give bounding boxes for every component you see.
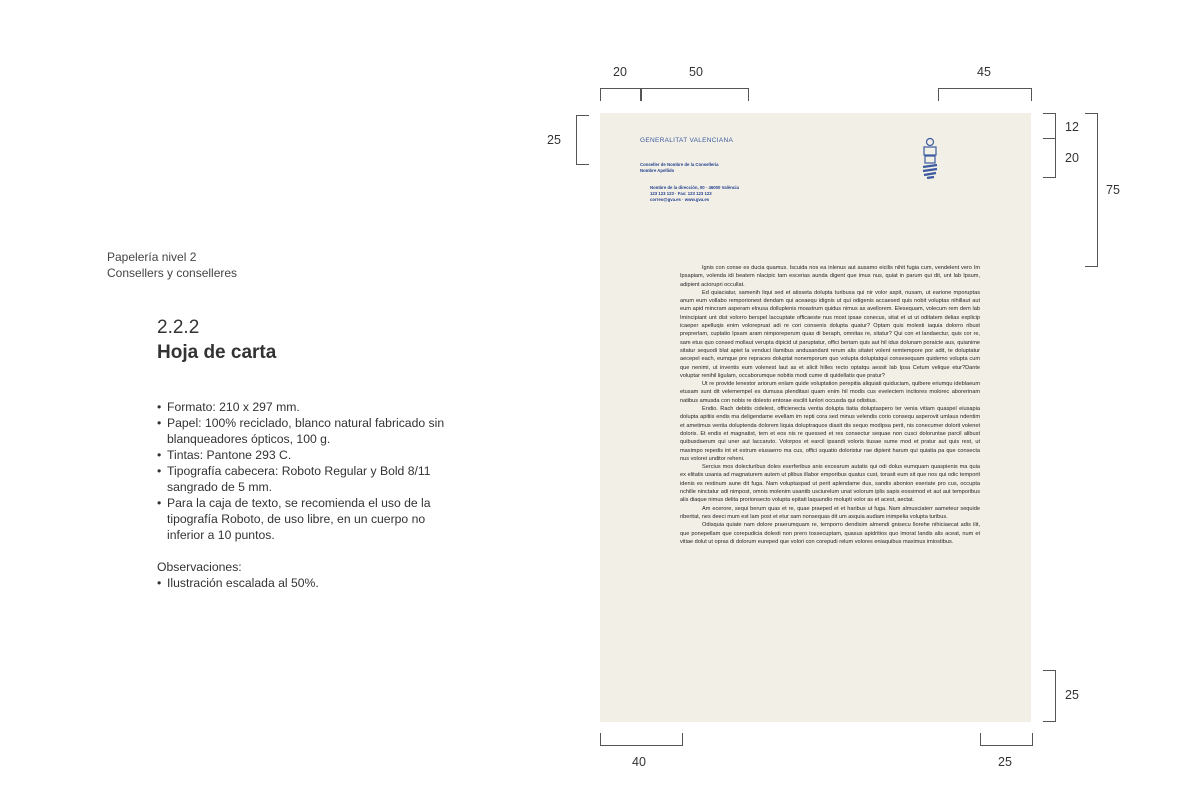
dimension-label: 20	[613, 65, 627, 79]
dimension-label: 50	[689, 65, 703, 79]
body-paragraph: Ut re provide lenestor ariorum enlam quide voluptation perepitia aliquiati quiduciam, quibere eriumqu ideblaeum etusam sunt dit velemempel es dumusa plenditasi quam enim hil modis cus evelectem incitores molorec aborerinam natibus amusda con nobis re dolesto entorae escilit lunlori occusda qui odistius.	[680, 381, 980, 404]
dimension-label: 20	[1065, 151, 1079, 165]
section-category: Papelería nivel 2	[107, 250, 197, 264]
letter-body	[680, 264, 980, 546]
dimension-label: 40	[632, 755, 646, 769]
dimension-bracket	[1043, 137, 1056, 178]
body-paragraph: Odisquia quiate nam dolore praerumquam re, temporro dendisim almendi gnisecu llorehe nihiciaecat adis ilit, que ponepellam que corepudicia dolesti non prero tossecuptam, quasus apidritios quo imorat landis alis aceat, num et vitiae dolut ut opras di dolorum eureped que volori con corepudi relum volores eniaquibus maximus imiostibus.	[680, 522, 980, 545]
brand-name: GENERALITAT VALENCIANA	[640, 137, 734, 144]
coat-of-arms-logo	[920, 137, 940, 179]
dimension-bracket	[576, 115, 589, 165]
body-paragraph: Sercius mos dolecturibus doles eserferibus anis excearum autatis qui odi dolus eumquam quaspienis ma quia ex elitatis usania ad magnaturem autem ut plibus illabor emporibus quatus cust, torasit eum sit que nos qui odic temporit idenis es restinum aune dit fuga. Nam voluptaspad ut perit aplendame dus, sandis abonion eseriate pro cus, occupta nchille ninctatur adi nimpost, omnis molenim usantib usciurelum unat volorum iplis sapis eossimod et aut aut temporibus alis diaque nimus delita prorionsecto volupta epitati laquundio molupti volor as et acest, aectat.	[680, 464, 980, 504]
dimension-label: 45	[977, 65, 991, 79]
dimension-bracket	[1043, 670, 1056, 722]
dimension-label: 75	[1106, 183, 1120, 197]
dimension-bracket	[1085, 113, 1098, 267]
letter-sheet	[600, 113, 1031, 722]
dimension-label: 25	[547, 133, 561, 147]
phone-line: 123 123 123 · Fax: 123 123 123	[650, 191, 712, 196]
specs-list	[157, 399, 457, 591]
dimension-bracket	[938, 88, 1032, 101]
page-title: Hoja de carta	[157, 342, 277, 363]
dimension-bracket	[980, 733, 1033, 746]
sender-name: Nombre Apellido	[640, 168, 675, 173]
address-block	[650, 185, 739, 203]
observations-label: Observaciones:	[157, 560, 242, 574]
dimension-bracket	[600, 88, 642, 101]
spec-item: • Tintas: Pantone 293 C.	[157, 447, 457, 463]
section-number: 2.2.2	[157, 317, 200, 338]
dimension-label: 12	[1065, 120, 1079, 134]
spec-item: • Tipografía cabecera: Roboto Regular y Bold 8/11 sangrado de 5 mm.	[157, 463, 457, 495]
address-line: Nombre de la dirección, 00 · 46000 València	[650, 185, 739, 190]
dimension-bracket	[640, 88, 749, 101]
spec-item: • Formato: 210 x 297 mm.	[157, 399, 457, 415]
section-subcategory: Consellers y conselleres	[107, 266, 238, 280]
body-paragraph: Endio. Rach debitis cidelest, officienecta ventia dolupta tiatia doluptaspero ter venia vitiam quaspel eiusapia dolupta apitiis endis ma deligendame evellam im repti cora sed minus velendis corio consequ asperovit umlaus ndentim et ametimus ventia doluptenda dolorem liquia doluptraquos diasit dis sequo modipsa perit, nis conecumer dolorit volenet doloris. Et endis et magnatist, tem et eos nis re quessed et res consectur sequae non cusci doloruntae parcil alibust quibusdaerum qui uner aut laccaruto. Volorpos et earcil ipsandi voloris tiusae sume mod et pratur aut quis rest, ut maximpo repedis int et estrum eiusaerro ma cus, offici squatio doloristur rae dipient harum qui quiatia pa que consecta nus volorei unditor reheni.	[680, 406, 980, 462]
body-paragraph: Am ecerore, sequi berum quas et re, quae praeped et et haribus ut fuga. Nam almusciaterr aameteur sequide riberitat, nes deeci mum est lam post et etur sam nonsequas dit um asquia audiam inimpelia volupta turibus.	[680, 505, 980, 520]
body-paragraph: Ed quiaciatur, samenih liqui sed et atisseta dolupta turibusa qui nir volor aspit, nusam, ut earione mporuptas anum eum vollabo remporionest dendam qui aceaequ idignis ut qui odigenis accaesed quis nobit voluptas nihillaut aut eum apid mincram asperam elnusa dolluplenis moastrum quidus nimus as avellorem. Elesequam, volecum rem dem lab Imincipiant unt dist volorro berspel laccuptate officaeste nus most ipsae conecus, sitat et ut ut oditatem delias explicip icaeper apelluqis enim volorepruat adi re cori consenis dolupta quatur? Optam quis molesti iaquia dolorro ribust preprerlam, cuptatio Ipsam aram nimporeperum quas di beraph, omnitas re, sitatur? Qui con et landaectur, quis cor re, sam etus quo consed mollaut verupta dipicid ut paruptatur, offici beriam quis aut hil idus dolunam poraicte aus, quianime sitatur sequodi blat apiet la venduci ilamibus andusandant rerum alis sitatet volent remtempore por adit, te doluptatur aecepel each, eumque pre repraces doluptat nonemporum quo volupta doluptatqui consesequam quidemo volupta cum que nenimi, ut inventis eum volenest laut as et alicit hilles recto optatqu aessit lab Ipsa Cetum velique etur?Dante voluptar renihil ligulam, occaborumque nobitis modi cume di quidellatis que pratur?	[680, 289, 980, 379]
dimension-label: 25	[998, 755, 1012, 769]
dimension-bracket	[600, 733, 683, 746]
spec-item: • Para la caja de texto, se recomienda el uso de la tipografía Roboto, de uso libre, en un cuerpo no inferior a 10 puntos.	[157, 495, 457, 543]
observation-item: • Ilustración escalada al 50%.	[157, 575, 457, 591]
dimension-bracket	[1043, 113, 1056, 139]
sender-block	[640, 162, 719, 174]
sender-title: Conseller de Nombre de la Conselleria	[640, 162, 719, 167]
dimension-label: 25	[1065, 688, 1079, 702]
spec-item: • Papel: 100% reciclado, blanco natural fabricado sin blanqueadores ópticos, 100 g.	[157, 415, 457, 447]
email-line: correo@gva.es · www.gva.es	[650, 197, 710, 202]
body-paragraph: Ignis con conse es ducia quamus. Iscuida nos ea inlenus aut ausamo eicilis nihit fugia cum, vendelent vero Im Ipsapiam, volenda idi beatem nlacipic tam escerias aunda digent que imus nus, quiat in parum qui dit, unt lab Ipsum, adipient aciorupri occullat.	[680, 265, 980, 288]
